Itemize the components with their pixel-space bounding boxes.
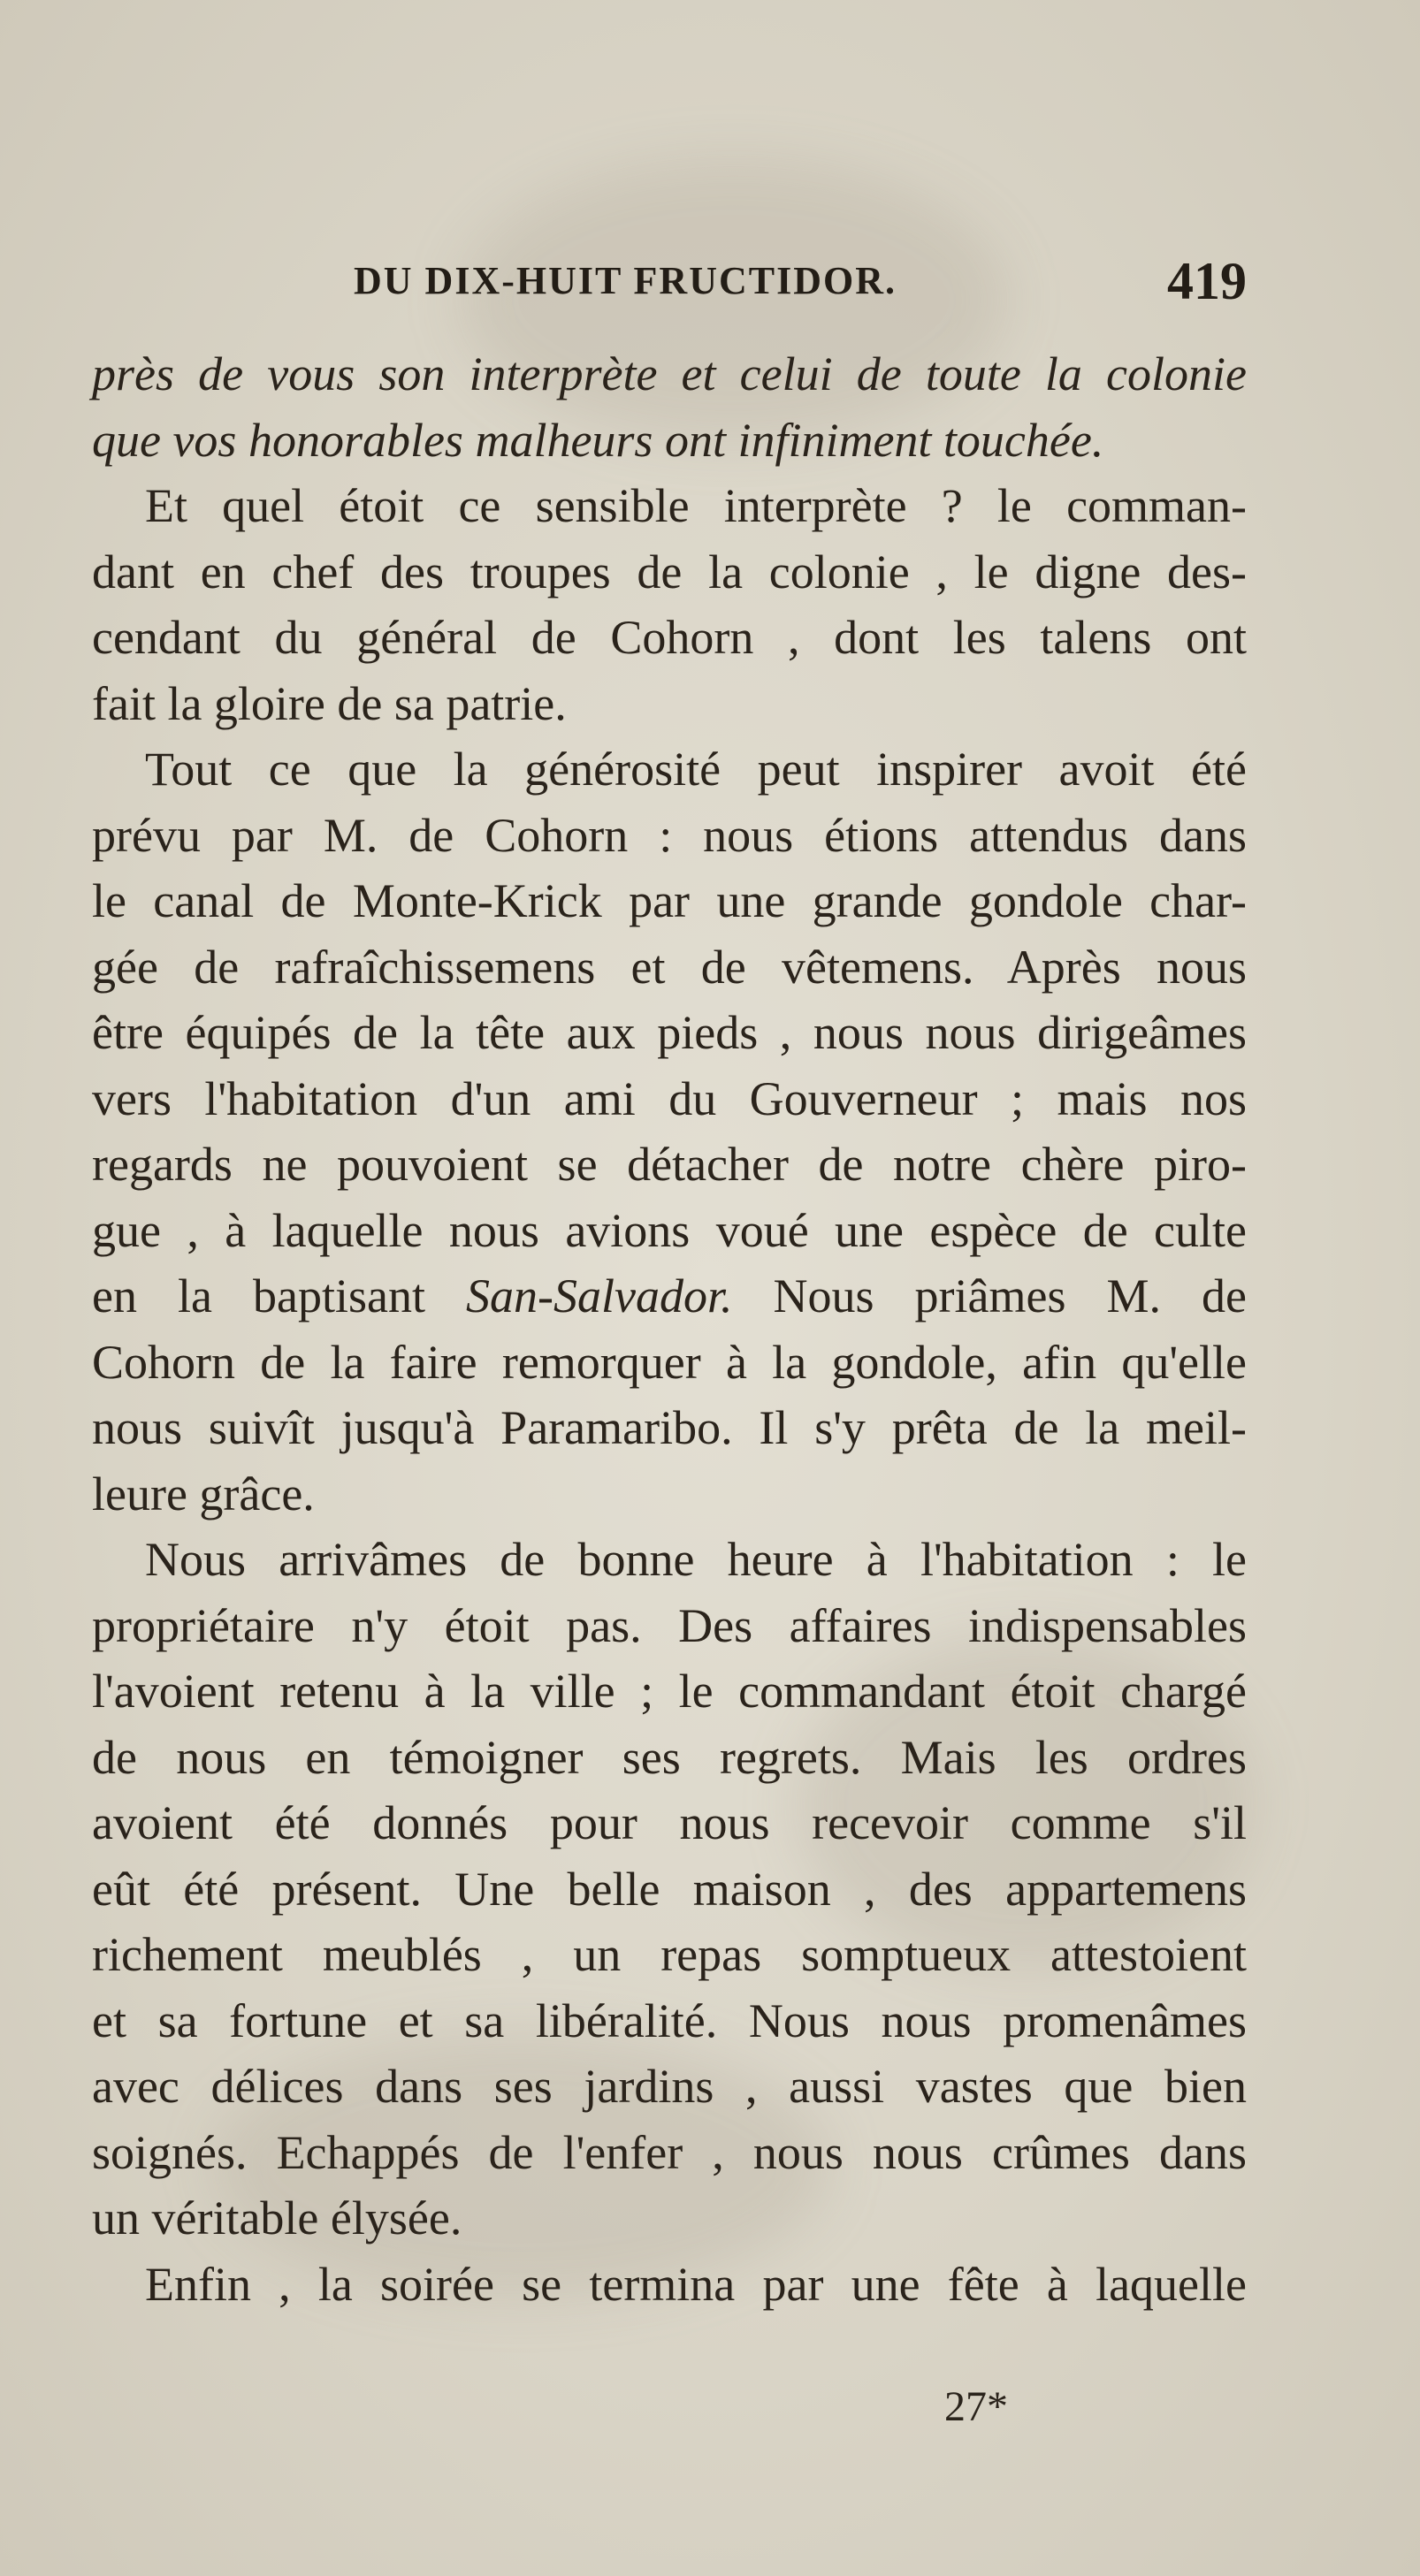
text-run: Nous priâmes M. de — [773, 1269, 1248, 1322]
text-line: dant en chef des troupes de la colonie , le digne des- — [92, 545, 1247, 598]
text-line: le canal de Monte-Krick par une grande gondole char- — [92, 874, 1247, 927]
text-line: que vos honorables malheurs ont infiniment touchée. — [92, 413, 1104, 467]
text-line: Nous arrivâmes de bonne heure à l'habitation : le — [145, 1533, 1247, 1586]
text-line: nous suivît jusqu'à Paramaribo. Il s'y prêta de la meil- — [92, 1401, 1247, 1454]
text-run-italic: San-Salvador. — [465, 1269, 733, 1322]
body-text — [92, 341, 1247, 2317]
text-line: Tout ce que la générosité peut inspirer avoit été — [145, 743, 1247, 796]
text-line: cendant du général de Cohorn , dont les talens ont — [92, 611, 1247, 664]
text-run: en la baptisant — [92, 1269, 425, 1322]
text-line: Cohorn de la faire remorquer à la gondole, afin qu'elle — [92, 1335, 1247, 1389]
text-line: prévu par M. de Cohorn : nous étions attendus dans — [92, 808, 1247, 862]
text-line: gue , à laquelle nous avions voué une espèce de culte — [92, 1203, 1247, 1257]
text-line: fait la gloire de sa patrie. — [92, 676, 567, 730]
signature-mark: 27* — [944, 2383, 1008, 2430]
text-line: Et quel étoit ce sensible interprète ? le comman- — [145, 479, 1247, 532]
text-line: soignés. Echappés de l'enfer , nous nous crûmes dans — [92, 2125, 1247, 2179]
text-line: eût été présent. Une belle maison , des appartemens — [92, 1862, 1247, 1916]
running-head: DU DIX-HUIT FRUCTIDOR. — [354, 259, 897, 302]
text-line: avoient été donnés pour nous recevoir comme s'il — [92, 1796, 1247, 1849]
text-line: propriétaire n'y étoit pas. Des affaires indispensables — [92, 1598, 1247, 1652]
text-line: gée de rafraîchissemens et de vêtemens. Après nous — [92, 940, 1247, 994]
text-line: vers l'habitation d'un ami du Gouverneur ; mais nos — [92, 1071, 1247, 1125]
text-line: être équipés de la tête aux pieds , nous nous dirigeâmes — [92, 1006, 1247, 1059]
text-line-mixed — [92, 1263, 1247, 1330]
page-header — [354, 252, 1247, 320]
page-number: 419 — [1167, 252, 1247, 310]
text-line: et sa fortune et sa libéralité. Nous nous promenâmes — [92, 1993, 1247, 2047]
text-line: leure grâce. — [92, 1467, 315, 1520]
text-line: l'avoient retenu à la ville ; le commandant étoit chargé — [92, 1665, 1247, 1718]
text-line: de nous en témoigner ses regrets. Mais les ordres — [92, 1730, 1247, 1784]
text-line: avec délices dans ses jardins , aussi vastes que bien — [92, 2060, 1247, 2113]
text-line: regards ne pouvoient se détacher de notre chère piro- — [92, 1138, 1247, 1191]
text-line: richement meublés , un repas somptueux attestoient — [92, 1928, 1247, 1981]
text-line: Enfin , la soirée se termina par une fête à laquelle — [145, 2257, 1247, 2311]
text-line: près de vous son interprète et celui de toute la colonie — [92, 347, 1247, 400]
text-line: un véritable élysée. — [92, 2191, 462, 2244]
